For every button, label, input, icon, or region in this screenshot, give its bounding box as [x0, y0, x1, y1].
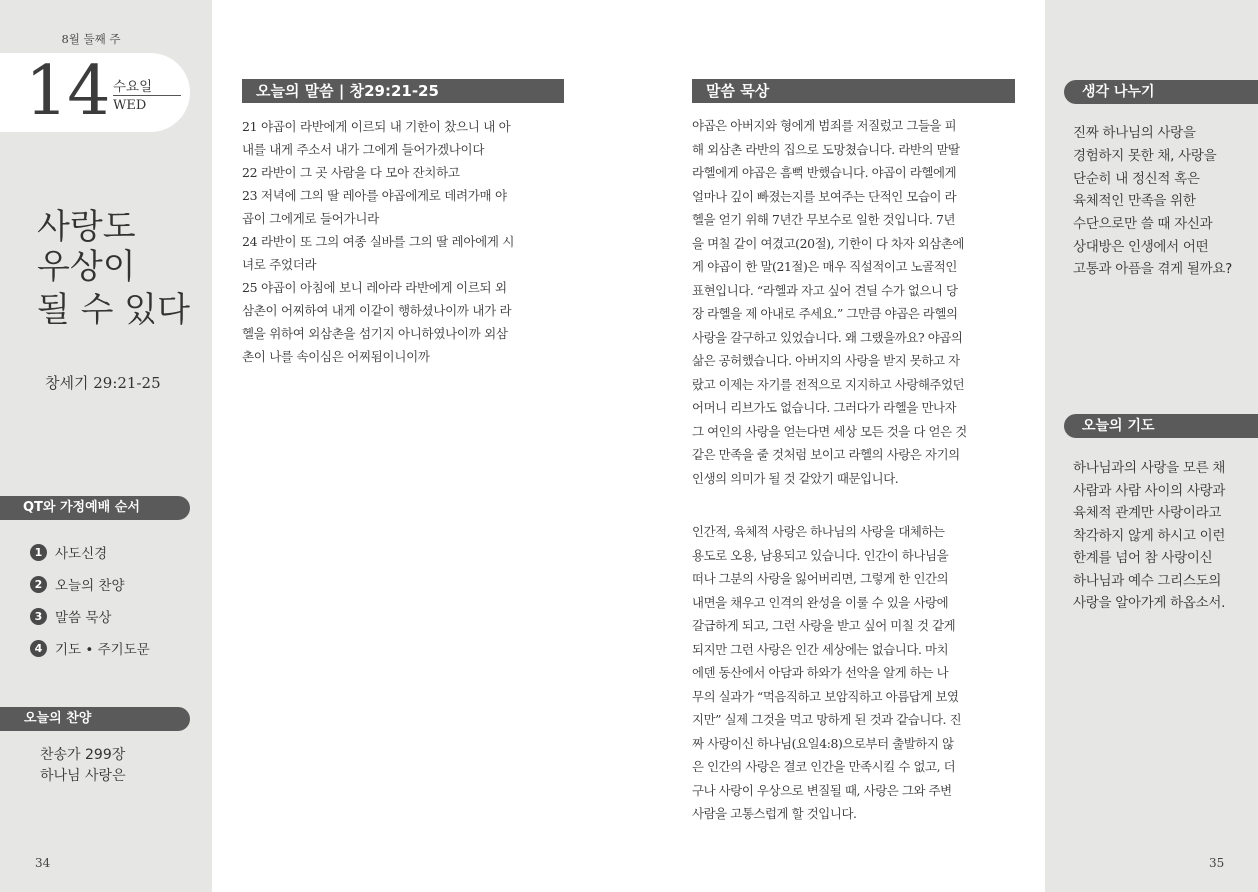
meditation-line: 내면을 채우고 인격의 완성을 이룰 수 있을 사랑에 — [692, 594, 949, 610]
verse-line: 삼촌이 어찌하여 내게 이같이 행하셨나이까 내가 라 — [242, 303, 512, 318]
meditation-line: 그 여인의 사랑을 얻는다면 세상 모든 것을 다 얻은 것 — [692, 423, 967, 439]
meditation-line: 지만” 실제 그것을 먹고 망하게 된 것과 같습니다. 진 — [692, 712, 962, 727]
meditation-line: 을 며칠 같이 여겼고(20절), 기한이 다 차자 외삼촌에 — [692, 235, 964, 251]
word-header: 오늘의 말씀 | 창29:21-25 — [242, 79, 564, 103]
verse-line: 23 저녁에 그의 딸 레아를 야곱에게로 데려가매 야 — [242, 188, 507, 203]
number-circle-icon: 1 — [30, 544, 47, 561]
title-line-1: 사랑도 — [37, 207, 136, 247]
meditation-line: 에덴 동산에서 아담과 하와가 선악을 알게 하는 나 — [692, 665, 949, 680]
meditation-line: 얼마나 깊이 빠졌는지를 보여주는 단적인 모습이 라 — [692, 188, 957, 204]
verse-line: 25 야곱이 아침에 보니 레아라 라반에게 이르되 외 — [242, 280, 507, 295]
page-number-right: 35 — [1209, 856, 1225, 870]
share-header: 생각 나누기 — [1064, 80, 1258, 104]
order-item-label: 오늘의 찬양 — [55, 578, 125, 594]
number-circle-icon: 4 — [30, 640, 47, 657]
meditation-line: 야곱은 아버지와 형에게 범죄를 저질렀고 그들을 피 — [692, 118, 957, 133]
verse-line: 22 라반이 그 곳 사람을 다 모아 잔치하고 — [242, 165, 460, 180]
meditation-line: 떠나 그분의 사랑을 잃어버리면, 그렇게 한 인간의 — [692, 571, 949, 586]
prayer-line: 사랑을 알아가게 하옵소서. — [1073, 595, 1226, 611]
meditation-line: 어머니 리브가도 없습니다. 그러다가 라헬을 만나자 — [692, 400, 957, 415]
meditation-line: 짜 사랑이신 하나님(요일4:8)으로부터 출발하지 않 — [692, 735, 954, 751]
meditation-line: 용도로 오용, 남용되고 있습니다. 인간이 하나님을 — [692, 547, 949, 563]
share-line: 단순히 내 정신적 혹은 — [1073, 171, 1200, 187]
meditation-line: 은 인간의 사랑은 결코 인간을 만족시킬 수 없고, 더 — [692, 759, 956, 774]
verse-line: 내를 내게 주소서 내가 그에게 들어가겠나이다 — [242, 142, 485, 157]
order-item — [30, 542, 107, 562]
hymn-number: 찬송가 299장 — [40, 747, 126, 763]
meditation-line: 랐고 이제는 자기를 전적으로 지지하고 사랑해주었던 — [692, 376, 965, 392]
title-line-2: 우상이 — [37, 247, 136, 287]
verse-line: 21 야곱이 라반에게 이르되 내 기한이 찼으니 내 아 — [242, 119, 511, 134]
prayer-header: 오늘의 기도 — [1064, 414, 1258, 438]
meditation-line: 사람을 고통스럽게 할 것입니다. — [692, 806, 857, 821]
title-line-3: 될 수 있다 — [37, 290, 190, 330]
meditation-line: 라헬에게 야곱은 흠뻑 반했습니다. 야곱이 라헬에게 — [692, 165, 957, 180]
passage-reference: 창세기 29:21-25 — [45, 374, 161, 392]
verse-line: 곱이 그에게로 들어가니라 — [242, 211, 379, 226]
order-item-label: 말씀 묵상 — [55, 610, 112, 626]
hymn-title: 하나님 사랑은 — [40, 768, 126, 784]
day-divider — [113, 95, 181, 96]
day-english: WED — [113, 98, 147, 113]
page-number-left: 34 — [35, 856, 51, 870]
meditation-line: 되지만 그런 사랑은 인간 세상에는 없습니다. 마치 — [692, 641, 949, 657]
meditation-line: 갈급하게 되고, 그런 사랑을 받고 싶어 미칠 것 같게 — [692, 618, 956, 633]
meditation-line: 헬을 얻기 위해 7년간 무보수로 일한 것입니다. 7년 — [692, 212, 956, 227]
verse-line: 녀로 주었더라 — [242, 257, 317, 272]
share-line: 수단으로만 쓸 때 자신과 — [1073, 216, 1213, 232]
share-line: 경험하지 못한 채, 사랑을 — [1073, 148, 1217, 164]
share-line: 고통과 아픔을 겪게 될까요? — [1073, 261, 1232, 277]
meditation-line: 해 외삼촌 라반의 집으로 도망쳤습니다. 라반의 맏딸 — [692, 141, 960, 157]
order-item — [30, 638, 150, 658]
order-item-label: 사도신경 — [55, 546, 108, 562]
day-korean: 수요일 — [113, 79, 153, 95]
week-label: 8월 둘째 주 — [61, 32, 121, 46]
number-circle-icon: 2 — [30, 576, 47, 593]
prayer-line: 착각하지 않게 하시고 이런 — [1073, 528, 1226, 544]
number-circle-icon: 3 — [30, 608, 47, 625]
share-line: 상대방은 인생에서 어떤 — [1073, 239, 1209, 255]
date-number: 14 — [25, 52, 110, 131]
meditation-line: 인생의 의미가 될 것 같았기 때문입니다. — [692, 470, 899, 486]
order-header: QT와 가정예배 순서 — [0, 496, 190, 520]
meditation-line: 같은 만족을 줄 것처럼 보이고 라헬의 사랑은 자기의 — [692, 447, 960, 462]
verse-line: 24 라반이 또 그의 여종 실바를 그의 딸 레아에게 시 — [242, 234, 515, 249]
prayer-line: 하나님과 예수 그리스도의 — [1073, 573, 1222, 589]
meditation-line: 사랑을 갈구하고 있었습니다. 왜 그랬을까요? 야곱의 — [692, 329, 963, 345]
order-item — [30, 574, 125, 594]
meditation-line: 표현입니다. “라헬과 자고 싶어 견딜 수가 없으니 당 — [692, 282, 958, 298]
meditation-line: 장 라헬을 제 아내로 주세요.” 그만큼 야곱은 라헬의 — [692, 306, 958, 321]
verse-line: 헬을 위하여 외삼촌을 섬기지 아니하였나이까 외삼 — [242, 326, 508, 341]
prayer-line: 육체적 관계만 사랑이라고 — [1073, 505, 1222, 521]
meditation-line: 구나 사랑이 우상으로 변질될 때, 사랑은 그와 주변 — [692, 782, 952, 798]
prayer-line: 하나님과의 사랑을 모른 채 — [1073, 460, 1226, 476]
verse-line: 촌이 나를 속이심은 어찌됨이니이까 — [242, 349, 430, 364]
share-line: 진짜 하나님의 사랑을 — [1073, 125, 1196, 141]
meditation-line: 삶은 공허했습니다. 아버지의 사랑을 받지 못하고 자 — [692, 353, 960, 368]
order-item-label: 기도 • 주기도문 — [55, 642, 150, 658]
meditation-header: 말씀 묵상 — [692, 79, 1015, 103]
meditation-line: 게 야곱이 한 말(21절)은 매우 직설적이고 노골적인 — [692, 259, 957, 274]
meditation-line: 무의 실과가 “먹음직하고 보암직하고 아름답게 보였 — [692, 688, 959, 704]
hymn-header: 오늘의 찬양 — [0, 707, 190, 731]
meditation-line: 인간적, 육체적 사랑은 하나님의 사랑을 대체하는 — [692, 524, 945, 539]
prayer-line: 한계를 넘어 참 사랑이신 — [1073, 550, 1213, 566]
order-item — [30, 606, 111, 626]
share-line: 육체적인 만족을 위한 — [1073, 193, 1196, 209]
prayer-line: 사람과 사람 사이의 사랑과 — [1073, 483, 1226, 499]
